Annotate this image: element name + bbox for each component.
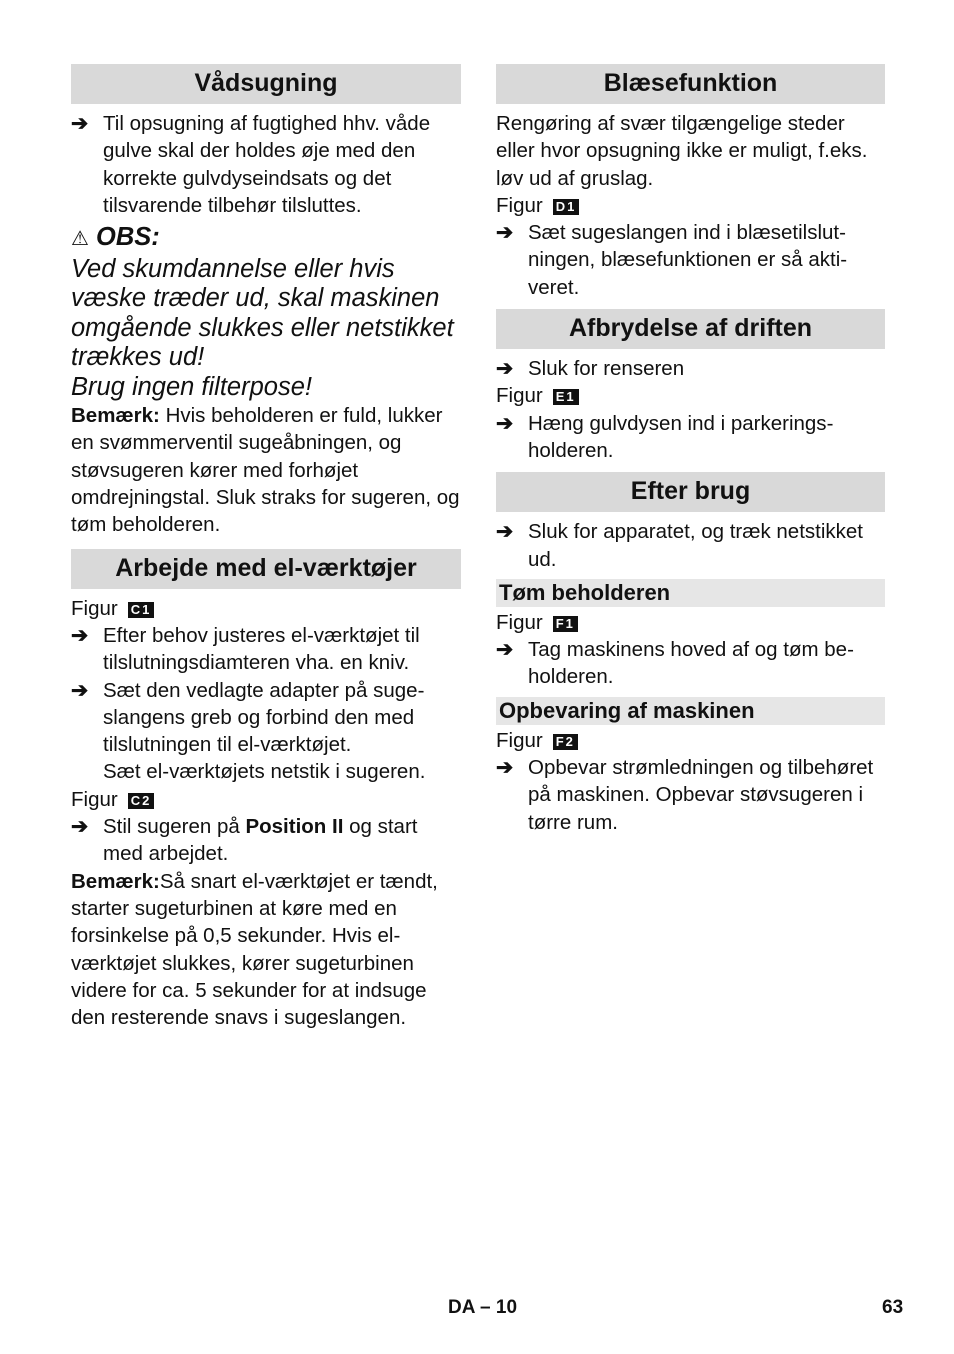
warning-triangle-icon: ⚠ [71,228,89,251]
heading-opbevaring: Opbevaring af maskinen [496,697,885,725]
footer-page-number: 63 [882,1297,904,1318]
warning-text: Ved skumdannelse eller hvis væske træder ud, skal maskinen omgående slukkes eller netstikket trækkes ud! [71,254,454,372]
arrow-right-icon: ➔ [496,520,514,544]
figure-reference: Figur C2 [71,786,461,813]
note-label: Bemærk: [71,869,160,893]
right-column [496,64,885,836]
arrow-right-icon: ➔ [496,638,514,662]
heading-tom-beholderen: Tøm beholderen [496,579,885,607]
figure-reference: Figur D1 [496,192,885,219]
figure-code-badge: C1 [128,602,155,618]
figure-code-badge: F2 [553,734,578,750]
figure-reference: Figur F2 [496,727,885,754]
arrow-right-icon: ➔ [496,357,514,381]
note-paragraph: Bemærk: Hvis beholderen er fuld, lukker en svømmerventil sugeåbningen, og støvsugeren kører med forhøjet omdrejningstal. Sluk straks for sugeren, og tøm beholderen. [71,404,460,537]
heading-efter-brug: Efter brug [496,472,885,512]
figure-code-badge: C2 [128,793,155,809]
arrow-right-icon: ➔ [496,221,514,245]
arrow-right-icon: ➔ [496,411,514,435]
arrow-right-icon: ➔ [71,815,89,839]
left-column [71,64,461,1031]
heading-vadsugning: Vådsugning [71,64,461,104]
list-item: ➔ Til opsugning af fugtighed hhv. våde gulve skal der holdes øje med den korrekte gulvdyseindsats og det tilsvarende tilbehør tilsluttes. [71,110,461,219]
note-paragraph: Bemærk:Så snart el-værktøjet er tændt, starter sugeturbinen at køre med en forsinkelse på 0,5 sekunder. Hvis el-værktøjet slukkes, kører sugeturbinen videre for ca. 5 sekunder for at indsuge den resterende snavs i sugeslangen. [71,869,438,1030]
heading-elvaerktoj: Arbejde med el-værktøjer [71,549,461,589]
list-item: ➔ Hæng gulvdysen ind i parkeringsholderen. [496,410,885,465]
warning-block [71,223,461,402]
paragraph: Rengøring af svær tilgængelige steder eller hvor opsugning ikke er muligt, f.eks. løv ud af gruslag. [496,112,868,190]
list-item: ➔ Opbevar strømledningen og tilbehøret på maskinen. Opbevar støvsugeren i tørre rum. [496,754,885,836]
figure-reference: Figur C1 [71,595,461,622]
list-item: ➔ Sæt sugeslangen ind i blæsetilslutningen, blæsefunktionen er så aktiveret. [496,219,885,301]
heading-afbrydelse: Afbrydelse af driften [496,309,885,349]
figure-code-badge: F1 [553,616,578,632]
warning-heading: ⚠ OBS: [71,223,160,252]
arrow-right-icon: ➔ [71,623,89,647]
arrow-right-icon: ➔ [71,112,89,135]
figure-code-badge: E1 [553,389,579,405]
note-label: Bemærk: [71,404,160,428]
list-item-continuation: Sæt el-værktøjets netstik i sugeren. [103,760,426,784]
list-item: ➔ Sluk for renseren [496,355,885,382]
arrow-right-icon: ➔ [496,756,514,780]
figure-code-badge: D1 [553,199,580,215]
list-item: ➔ Sluk for apparatet, og træk netstikket ud. [496,518,885,573]
list-item: ➔ Sæt den vedlagte adapter på sugeslangens greb og forbind den med tilslutningen til el-værktøjet. [71,677,461,759]
footer-section-page: DA – 10 [448,1297,518,1318]
figure-reference: Figur F1 [496,609,885,636]
figure-reference: Figur E1 [496,382,885,409]
list-item: ➔ Tag maskinens hoved af og tøm beholderen. [496,636,885,691]
heading-blaesefunktion: Blæsefunktion [496,64,885,104]
arrow-right-icon: ➔ [71,678,89,702]
list-item: ➔ Efter behov justeres el-værktøjet til tilslutningsdiamteren vha. en kniv. [71,622,461,677]
warning-text-2: Brug ingen filterpose! [71,372,312,401]
list-item: ➔ Stil sugeren på Position II og start med arbejdet. [71,813,461,868]
